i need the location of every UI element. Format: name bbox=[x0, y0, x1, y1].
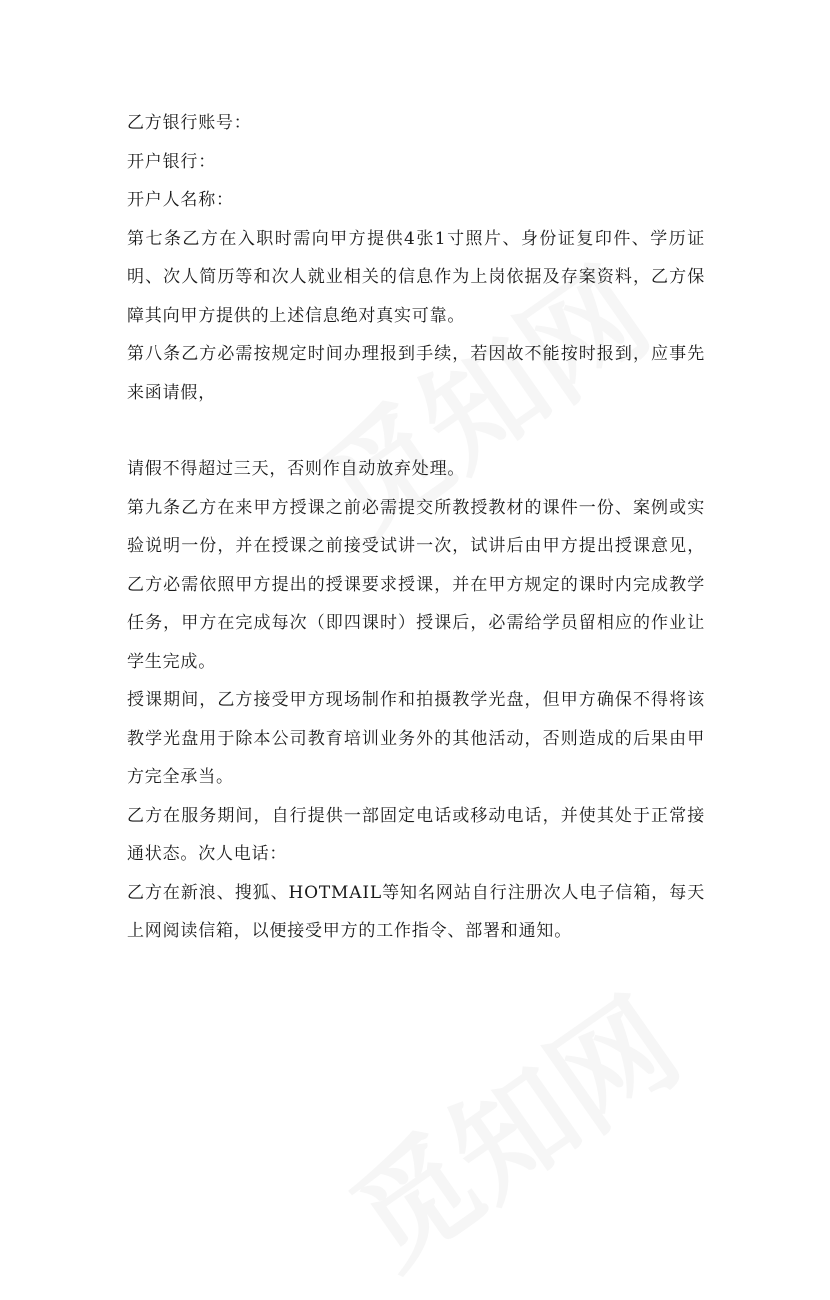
watermark-logo bbox=[313, 952, 707, 1299]
article-8-paragraph: 第八条乙方必需按规定时间办理报到手续，若因故不能按时报到，应事先来函请假， bbox=[127, 344, 705, 403]
bank-account-line: 乙方银行账号： bbox=[127, 113, 252, 133]
document-body bbox=[127, 104, 705, 951]
article-7-paragraph: 第七条乙方在入职时需向甲方提供4张1寸照片、身份证复印件、学历证明、次人简历等和次人就业相关的信息作为上岗依据及存案资料，乙方保障其向甲方提供的上述信息绝对真实可靠。 bbox=[127, 228, 705, 326]
leave-limit-paragraph: 请假不得超过三天，否则作自动放弃处理。 bbox=[127, 459, 466, 479]
account-holder-line: 开户人名称： bbox=[127, 190, 234, 210]
paragraph-gap bbox=[127, 412, 705, 450]
email-paragraph: 乙方在新浪、搜狐、HOTMAIL等知名网站自行注册次人电子信箱，每天上网阅读信箱，以便接受甲方的工作指令、部署和通知。 bbox=[127, 882, 705, 941]
opening-bank-line: 开户银行： bbox=[127, 151, 216, 172]
phone-paragraph: 乙方在服务期间，自行提供一部固定电话或移动电话，并使其处于正常接通状态。次人电话： bbox=[127, 805, 705, 864]
article-9-paragraph: 第九条乙方在来甲方授课之前必需提交所教授教材的课件一份、案例或实验说明一份，并在授课之前接受试讲一次，试讲后由甲方提出授课意见，乙方必需依照甲方提出的授课要求授课，并在甲方规定的课时内完成教学任务，甲方在完成每次（即四课时）授课后，必需给学员留相应的作业让学生完成。 bbox=[127, 497, 705, 672]
teaching-disc-paragraph: 授课期间，乙方接受甲方现场制作和拍摄教学光盘，但甲方确保不得将该教学光盘用于除本公司教育培训业务外的其他活动，否则造成的后果由甲方完全承当。 bbox=[127, 690, 705, 787]
